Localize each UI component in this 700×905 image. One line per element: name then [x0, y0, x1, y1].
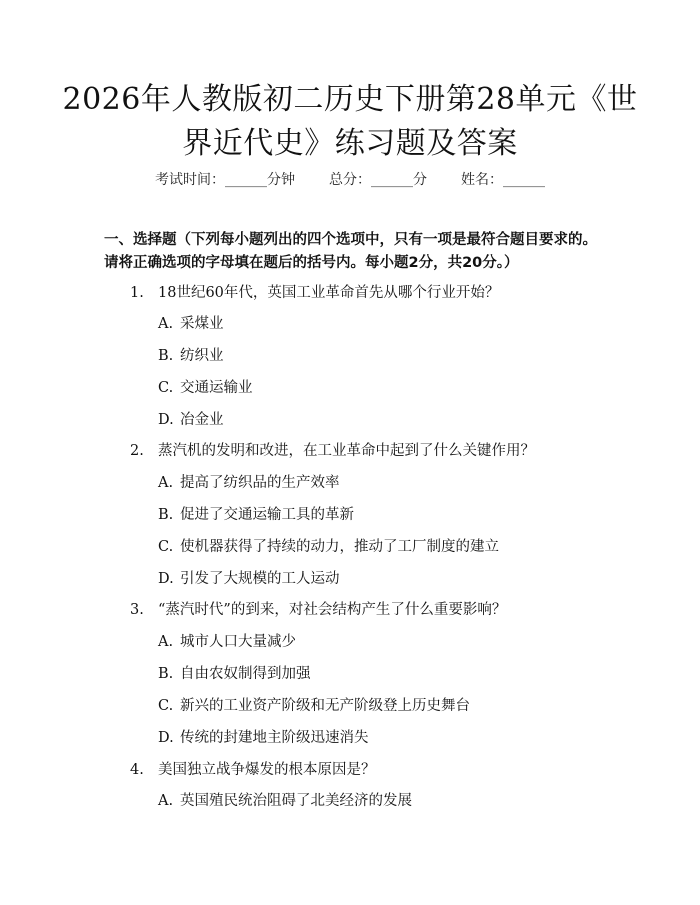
- exam-meta: [0, 169, 700, 189]
- option-text: 使机器获得了持续的动力，推动了工厂制度的建立: [180, 539, 499, 555]
- option-letter: D.: [158, 730, 174, 746]
- option-text: 传统的封建地主阶级迅速消失: [180, 730, 369, 746]
- option-letter: A.: [158, 316, 174, 332]
- option-1c: [158, 378, 253, 398]
- question-2: [130, 441, 535, 461]
- option-letter: B.: [158, 666, 174, 682]
- option-text: 新兴的工业资产阶级和无产阶级登上历史舞台: [180, 698, 470, 714]
- question-text: 美国独立战争爆发的根本原因是？: [158, 762, 376, 778]
- question-text: 蒸汽机的发明和改进，在工业革命中起到了什么关键作用？: [158, 443, 535, 459]
- option-letter: A.: [158, 634, 174, 650]
- option-3d: [158, 728, 369, 748]
- option-text: 采煤业: [180, 316, 224, 332]
- option-text: 英国殖民统治阻碍了北美经济的发展: [180, 793, 412, 809]
- question-text: “蒸汽时代”的到来，对社会结构产生了什么重要影响？: [158, 602, 507, 618]
- option-letter: A.: [158, 475, 174, 491]
- option-4a: [158, 791, 412, 811]
- option-letter: B.: [158, 507, 174, 523]
- question-number: 4.: [130, 762, 144, 778]
- option-1d: [158, 410, 224, 430]
- option-3a: [158, 632, 296, 652]
- title-line-2: 界近代史》练习题及答案: [182, 126, 518, 161]
- title-line-1: 2026年人教版初二历史下册第28单元《世: [62, 82, 638, 117]
- option-text: 冶金业: [180, 412, 224, 428]
- option-2a: [158, 473, 340, 493]
- option-1b: [158, 346, 224, 366]
- option-text: 纺织业: [180, 348, 224, 364]
- option-3b: [158, 664, 311, 684]
- option-text: 引发了大规模的工人运动: [180, 571, 340, 587]
- option-text: 自由农奴制得到加强: [180, 666, 311, 682]
- option-3c: [158, 696, 470, 716]
- option-letter: B.: [158, 348, 174, 364]
- question-3: [130, 600, 506, 620]
- option-2b: [158, 505, 354, 525]
- option-letter: C.: [158, 380, 174, 396]
- page-title: [0, 78, 700, 166]
- question-4: [130, 760, 376, 780]
- option-text: 促进了交通运输工具的革新: [180, 507, 354, 523]
- question-1: [130, 283, 499, 303]
- question-text: 18世纪60年代，英国工业革命首先从哪个行业开始？: [158, 285, 500, 301]
- option-letter: C.: [158, 698, 174, 714]
- option-2c: [158, 537, 499, 557]
- question-number: 2.: [130, 443, 144, 459]
- section-heading: 一、选择题（下列每小题列出的四个选项中，只有一项是最符合题目要求的。请将正确选项的字母填在题后的括号内。每小题2分，共20分。）: [104, 232, 597, 271]
- option-text: 交通运输业: [180, 380, 253, 396]
- option-1a: [158, 314, 224, 334]
- total-score-field: 总分：______分: [329, 172, 427, 188]
- question-number: 1.: [130, 285, 144, 301]
- option-letter: A.: [158, 793, 174, 809]
- exam-time-field: 考试时间：______分钟: [155, 172, 295, 188]
- name-field: 姓名：______: [461, 172, 545, 188]
- option-text: 城市人口大量减少: [180, 634, 296, 650]
- option-letter: D.: [158, 412, 174, 428]
- question-number: 3.: [130, 602, 144, 618]
- option-text: 提高了纺织品的生产效率: [180, 475, 340, 491]
- option-2d: [158, 569, 340, 589]
- option-letter: D.: [158, 571, 174, 587]
- option-letter: C.: [158, 539, 174, 555]
